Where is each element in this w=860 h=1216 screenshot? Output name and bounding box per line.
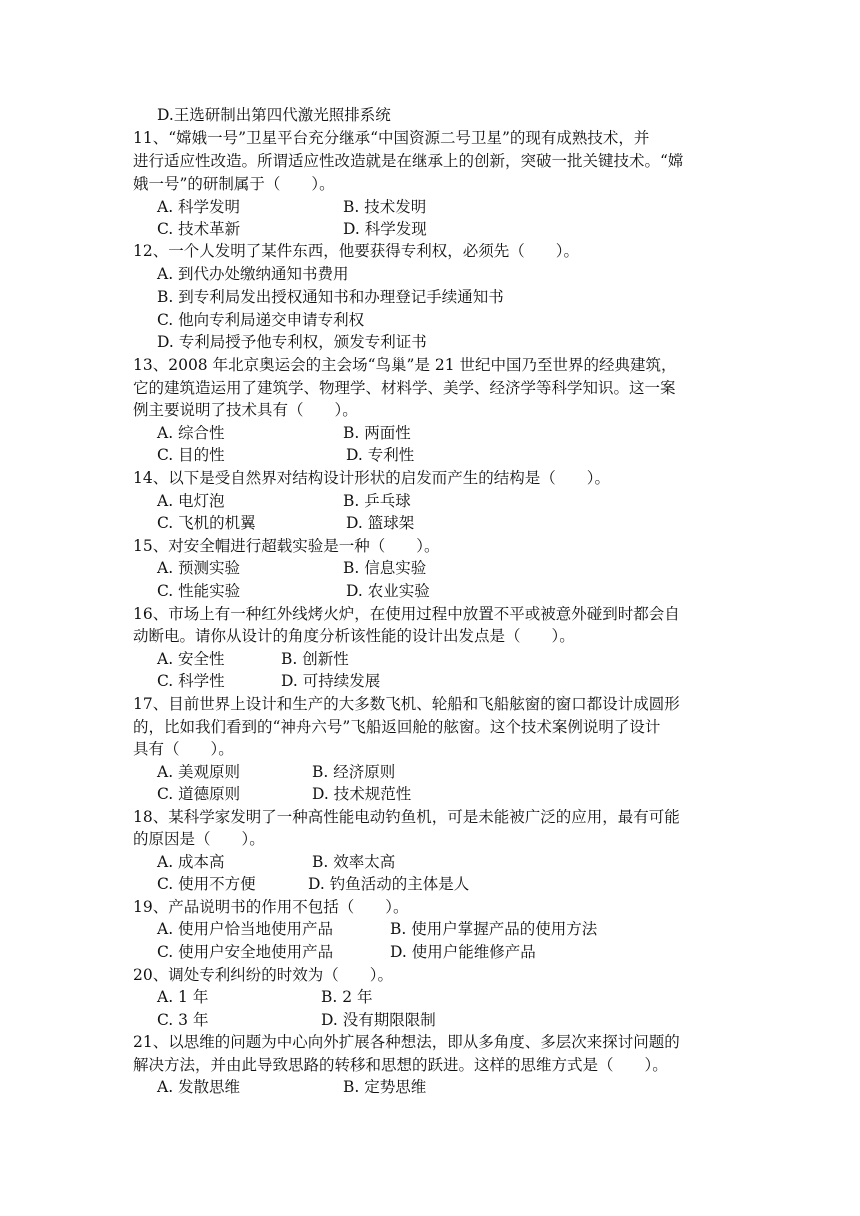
q20-option-a: A. 1 年 xyxy=(157,988,209,1006)
question-18-line-2: 的原因是（ ）。 xyxy=(133,830,265,848)
q17-option-a: A. 美观原则 xyxy=(157,763,241,781)
question-20: 20、调处专利纠纷的时效为（ ）。 xyxy=(133,966,393,984)
q18-option-d: D. 钓鱼活动的主体是人 xyxy=(308,875,470,893)
q14-option-d: D. 篮球架 xyxy=(346,514,415,532)
q15-option-b: B. 信息实验 xyxy=(343,559,427,577)
q18-option-b: B. 效率太高 xyxy=(312,853,396,871)
question-13-line-1: 13、2008 年北京奥运会的主会场“鸟巢”是 21 世纪中国乃至世界的经典建筑， xyxy=(133,356,677,374)
q11-option-a: A. 科学发明 xyxy=(157,198,241,216)
q12-option-c: C. 他向专利局递交申请专利权 xyxy=(157,311,365,329)
question-21-line-1: 21、以思维的问题为中心向外扩展各种想法，即从多角度、多层次来探讨问题的 xyxy=(133,1033,680,1051)
q20-option-b: B. 2 年 xyxy=(321,988,373,1006)
q15-option-c: C. 性能实验 xyxy=(157,582,241,600)
q13-option-c: C. 目的性 xyxy=(157,446,225,464)
q16-option-b: B. 创新性 xyxy=(281,650,349,668)
q16-option-c: C. 科学性 xyxy=(157,672,225,690)
q21-option-b: B. 定势思维 xyxy=(343,1078,427,1096)
q14-option-c: C. 飞机的机翼 xyxy=(157,514,256,532)
q11-option-c: C. 技术革新 xyxy=(157,220,241,238)
q20-option-c: C. 3 年 xyxy=(157,1011,209,1029)
question-13-line-2: 它的建筑造运用了建筑学、物理学、材料学、美学、经济学等科学知识。这一案 xyxy=(133,379,676,397)
q19-option-a: A. 使用户恰当地使用产品 xyxy=(157,920,334,938)
q12-option-a: A. 到代办处缴纳通知书费用 xyxy=(157,265,349,283)
q18-option-a: A. 成本高 xyxy=(157,853,225,871)
option-d-prev: D.王选研制出第四代激光照排系统 xyxy=(157,106,391,124)
question-13-line-3: 例主要说明了技术具有（ ）。 xyxy=(133,401,358,419)
q17-option-d: D. 技术规范性 xyxy=(312,785,412,803)
q15-option-d: D. 农业实验 xyxy=(346,582,430,600)
question-18-line-1: 18、某科学家发明了一种高性能电动钓鱼机，可是未能被广泛的应用，最有可能 xyxy=(133,808,680,826)
q21-option-a: A. 发散思维 xyxy=(157,1078,241,1096)
q13-option-b: B. 两面性 xyxy=(343,424,411,442)
q12-option-b: B. 到专利局发出授权通知书和办理登记手续通知书 xyxy=(157,288,504,306)
question-15: 15、对安全帽进行超载实验是一种（ ）。 xyxy=(133,537,440,555)
q14-option-a: A. 电灯泡 xyxy=(157,492,225,510)
question-14: 14、以下是受自然界对结构设计形状的启发而产生的结构是（ ）。 xyxy=(133,469,610,487)
question-11-line-3: 娥一号”的研制属于（ ）。 xyxy=(133,175,335,193)
question-17-line-2: 的，比如我们看到的“神舟六号”飞船返回舱的舷窗。这个技术案例说明了设计 xyxy=(133,718,661,736)
question-11-line-1: 11、“嫦娥一号”卫星平台充分继承“中国资源二号卫星”的现有成熟技术，并 xyxy=(133,129,650,147)
q19-option-d: D. 使用户能维修产品 xyxy=(390,943,536,961)
q13-option-a: A. 综合性 xyxy=(157,424,225,442)
q18-option-c: C. 使用不方便 xyxy=(157,875,256,893)
question-19: 19、产品说明书的作用不包括（ ）。 xyxy=(133,898,409,916)
question-12: 12、一个人发明了某件东西，他要获得专利权，必须先（ ）。 xyxy=(133,242,579,260)
q17-option-b: B. 经济原则 xyxy=(312,763,396,781)
question-16-line-1: 16、市场上有一种红外线烤火炉，在使用过程中放置不平或被意外碰到时都会自 xyxy=(133,605,680,623)
q11-option-b: B. 技术发明 xyxy=(343,198,427,216)
q12-option-d: D. 专利局授予他专利权，颁发专利证书 xyxy=(157,333,427,351)
question-17-line-3: 具有（ ）。 xyxy=(133,740,234,758)
q13-option-d: D. 专利性 xyxy=(346,446,415,464)
question-11-line-2: 进行适应性改造。所谓适应性改造就是在继承上的创新，突破一批关键技术。“嫦 xyxy=(133,152,684,170)
q16-option-a: A. 安全性 xyxy=(157,650,225,668)
q17-option-c: C. 道德原则 xyxy=(157,785,241,803)
q14-option-b: B. 乒乓球 xyxy=(343,492,411,510)
q19-option-b: B. 使用户掌握产品的使用方法 xyxy=(390,920,598,938)
q16-option-d: D. 可持续发展 xyxy=(281,672,381,690)
question-16-line-2: 动断电。请你从设计的角度分析该性能的设计出发点是（ ）。 xyxy=(133,627,575,645)
question-21-line-2: 解决方法，并由此导致思路的转移和思想的跃进。这样的思维方式是（ ）。 xyxy=(133,1056,668,1074)
q20-option-d: D. 没有期限限制 xyxy=(321,1011,436,1029)
q19-option-c: C. 使用户安全地使用产品 xyxy=(157,943,334,961)
q11-option-d: D. 科学发现 xyxy=(343,220,427,238)
q15-option-a: A. 预测实验 xyxy=(157,559,241,577)
question-17-line-1: 17、目前世界上设计和生产的大多数飞机、轮船和飞船舷窗的窗口都设计成圆形 xyxy=(133,695,680,713)
